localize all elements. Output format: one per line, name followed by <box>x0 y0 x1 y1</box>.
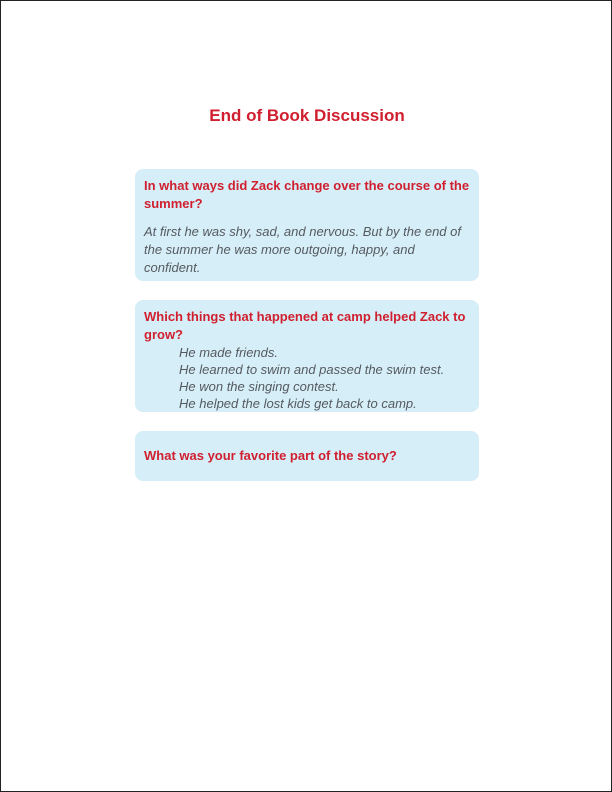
discussion-card <box>135 431 479 481</box>
answer-list-item: He made friends. <box>179 345 278 360</box>
answer-list-item: He learned to swim and passed the swim test. <box>179 362 445 377</box>
answer-list-item: He helped the lost kids get back to camp. <box>179 396 417 411</box>
discussion-answer: At first he was shy, sad, and nervous. But by the end of the summer he was more outgoing, happy, and confident. <box>144 224 461 275</box>
page-title: End of Book Discussion <box>209 106 405 125</box>
answer-list-item: He won the singing contest. <box>179 379 339 394</box>
discussion-question: In what ways did Zack change over the course of the summer? <box>144 178 470 211</box>
discussion-card <box>135 300 479 412</box>
discussion-card <box>135 169 479 281</box>
discussion-question: Which things that happened at camp helped Zack to grow? <box>144 309 466 342</box>
answer-list <box>144 344 470 412</box>
discussion-question: What was your favorite part of the story? <box>144 448 397 463</box>
